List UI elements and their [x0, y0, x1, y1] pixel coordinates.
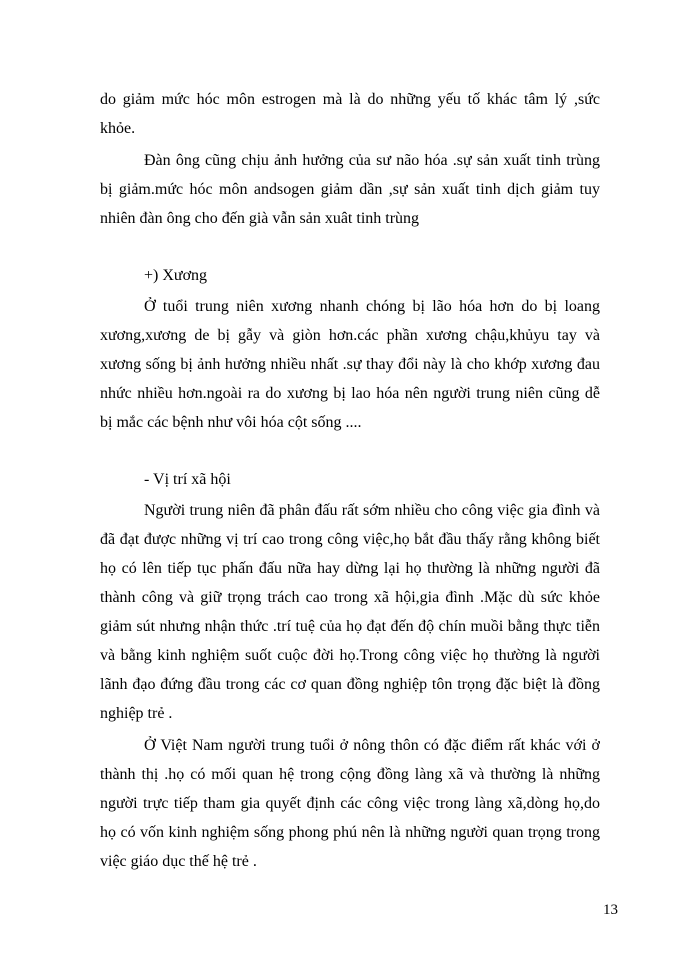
- text-line: bị giảm.mức hóc môn andsogen giảm dần ,sự sản xuất tinh dịch giảm tuy: [100, 181, 600, 198]
- text-line: họ có vốn kinh nghiệm sống phong phú nên là những người quan trọng trong: [100, 824, 600, 841]
- text-line: Đàn ông cũng chịu ảnh hưởng của sư não hóa .sự sản xuất tinh trùng: [144, 152, 600, 169]
- text-line: nghiệp trẻ .: [100, 705, 173, 722]
- text-line: Người trung niên đã phân đấu rất sớm nhiều cho công việc gia đình và: [144, 502, 600, 519]
- text-line: giảm sút nhưng nhận thức .trí tuệ của họ đạt đến độ chín muồi bằng thực tiễn: [100, 618, 600, 635]
- text-line: xương sống bị ảnh hưởng nhiều nhất .sự thay đổi này là cho khớp xương đau: [100, 356, 600, 373]
- text-line: xương,xương de bị gẫy và giòn hơn.các phần xương chậu,khủyu tay và: [100, 327, 600, 344]
- text-line: nhiên đàn ông cho đến già vẫn sản xuât tinh trùng: [100, 210, 420, 227]
- text-line: nhức nhiều hơn.ngoài ra do xương bị lao hóa nên người trung niên cũng dễ: [100, 385, 600, 402]
- page-number: 13: [603, 902, 618, 918]
- text-line: đã đạt được những vị trí cao trong công việc,họ bắt đầu thấy rằng không biết: [100, 531, 600, 548]
- text-line: Ở Việt Nam người trung tuổi ở nông thôn có đặc điểm rất khác với ở: [144, 737, 600, 754]
- text-line: họ có lên tiếp tục phấn đấu nữa hay dừng lại họ thường là những người đã: [100, 560, 600, 577]
- text-line: thành công và giữ trọng trách cao trong xã hội,gia đình .Mặc dù sức khỏe: [100, 589, 600, 606]
- text-line: bị mắc các bệnh như vôi hóa cột sống ....: [100, 414, 362, 431]
- text-line: người trực tiếp tham gia quyết định các công việc trong làng xã,dòng họ,do: [100, 795, 600, 812]
- text-line: và bằng kinh nghiệm suốt cuộc đời họ.Trong công việc họ thường là người: [100, 647, 600, 664]
- text-line: lãnh đạo đứng đầu trong các cơ quan đồng nghiệp tôn trọng đặc biệt là đồng: [100, 676, 600, 693]
- text-line: Ở tuổi trung niên xương nhanh chóng bị lão hóa hơn do bị loang: [144, 298, 600, 315]
- text-line: thành thị .họ có mối quan hệ trong cộng đồng làng xã và thường là những: [100, 766, 600, 783]
- text-line: do giảm mức hóc môn estrogen mà là do những yếu tố khác tâm lý ,sức: [100, 91, 600, 108]
- section-heading: +) Xương: [144, 267, 208, 284]
- section-heading: - Vị trí xã hội: [144, 471, 231, 488]
- text-line: khỏe.: [100, 120, 136, 137]
- text-line: việc giáo dục thế hệ trẻ .: [100, 853, 257, 870]
